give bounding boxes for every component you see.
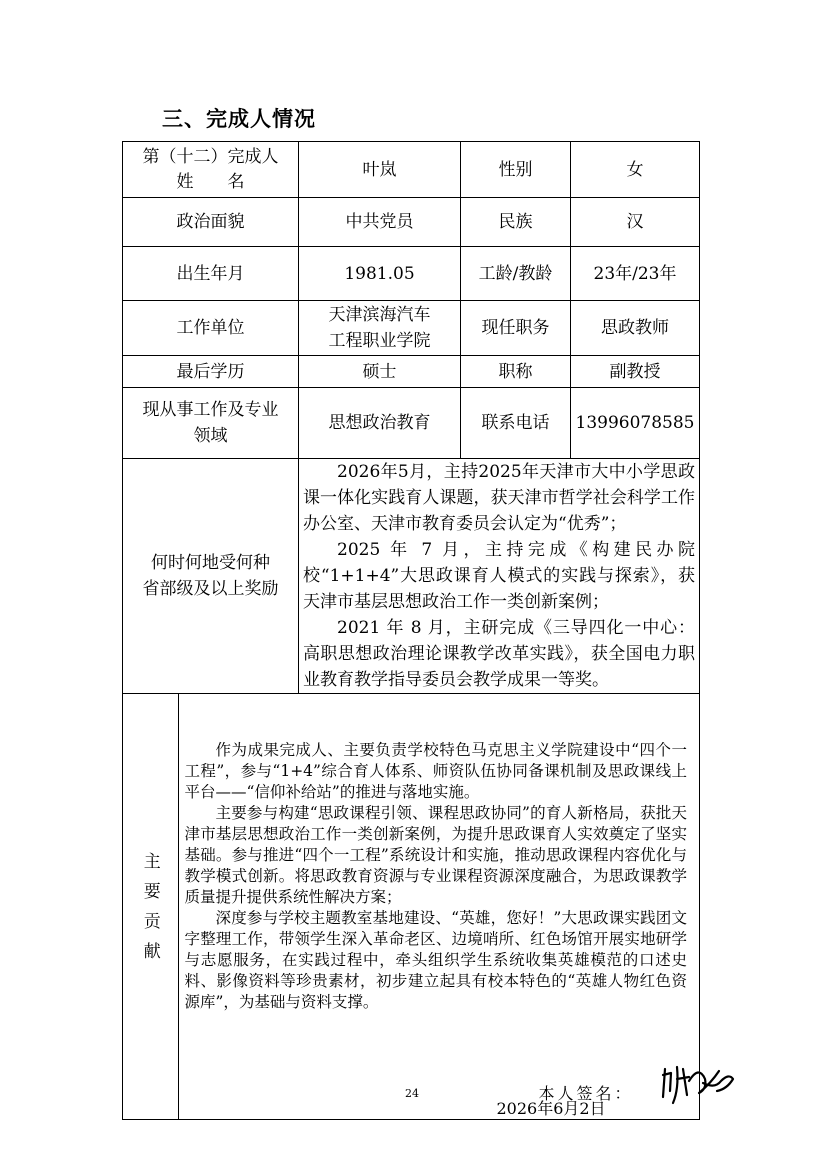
personal-info-table <box>122 141 700 1120</box>
signature-label: 本人签名： <box>538 1084 634 1103</box>
awards-label-line2: 省部级及以上奖励 <box>142 579 279 599</box>
awards-list <box>299 459 700 694</box>
employer-line1: 天津滨海汽车 <box>328 305 431 325</box>
employer-value-cell <box>299 301 461 356</box>
seniority-label: 工龄/教龄 <box>461 247 571 301</box>
seniority-value: 23年/23年 <box>571 247 700 301</box>
title-label: 职称 <box>461 356 571 388</box>
contribution-body <box>178 694 695 1119</box>
contribution-cell <box>123 694 700 1120</box>
award-item: 2026年5月，主持2025年天津市大中小学思政课一体化实践育人课题，获天津市哲学社会科学工作办公室、天津市教育委员会认定为“优秀”； <box>303 462 695 534</box>
award-item: 2021 年 8 月，主研完成《三导四化一中心：高职思想政治理论课教学改革实践》，获全国电力职业教育教学指导委员会教学成果一等奖。 <box>303 618 695 690</box>
signature-date: 2026年6月2日 <box>496 1099 606 1118</box>
name-label-cell <box>123 142 299 198</box>
field-label-cell <box>123 388 299 459</box>
title-value: 副教授 <box>571 356 700 388</box>
ethnicity-value: 汉 <box>571 198 700 247</box>
ethnicity-label: 民族 <box>461 198 571 247</box>
position-value: 思政教师 <box>571 301 700 356</box>
contribution-text <box>185 740 688 1013</box>
political-label: 政治面貌 <box>123 198 299 247</box>
name-label-line2: 姓 名 <box>176 171 245 192</box>
contribution-paragraph: 深度参与学校主题教室基地建设、“英雄，您好！”大思政课实践团文字整理工作，带领学生深入革命老区、边境哨所、红色场馆开展实地研学与志愿服务，在实践过程中，牵头组织学生系统收集英雄模范的口述史料、影像资料等珍贵素材，初步建立起具有校本特色的“英雄人物红色资源库”，为基础与资料支撑。 <box>184 909 687 1011</box>
education-label: 最后学历 <box>123 356 299 388</box>
education-value: 硕士 <box>299 356 461 388</box>
position-label: 现任职务 <box>461 301 571 356</box>
name-value: 叶岚 <box>299 142 461 198</box>
field-label-line2: 领域 <box>193 426 228 446</box>
birth-label: 出生年月 <box>123 247 299 301</box>
employer-label: 工作单位 <box>123 301 299 356</box>
contribution-label-cell <box>127 694 178 1119</box>
phone-value: 13996078585 <box>571 388 700 459</box>
contribution-paragraph: 主要参与构建“思政课程引领、课程思政协同”的育人新格局，获批天津市基层思想政治工作一类创新案例，为提升思政课育人实效奠定了坚实基础。参与推进“四个一工程”系统设计和实施，推动思政课程内容优化与教学模式创新。将思政教育资源与专业课程资源深度融合，为思政课教学质量提升提供系统性解决方案； <box>184 804 687 906</box>
name-label-line1: 第（十二）完成人 <box>142 146 279 167</box>
contribution-paragraph: 作为成果完成人、主要负责学校特色马克思主义学院建设中“四个一工程”，参与“1+4”综合育人体系、师资队伍协同备课机制及思政课线上平台——“信仰补给站”的推进与落地实施。 <box>184 741 687 801</box>
employer-line2: 工程职业学院 <box>328 331 431 351</box>
field-label-line1: 现从事工作及专业 <box>142 400 279 420</box>
section-title: 三、完成人情况 <box>162 107 316 131</box>
gender-value: 女 <box>571 142 700 198</box>
awards-label-cell <box>123 459 299 694</box>
phone-label: 联系电话 <box>461 388 571 459</box>
contribution-label: 主 要 贡 献 <box>143 851 161 962</box>
political-value: 中共党员 <box>299 198 461 247</box>
page-number: 24 <box>405 1087 419 1100</box>
birth-value: 1981.05 <box>299 247 461 301</box>
gender-label: 性别 <box>461 142 571 198</box>
field-value: 思想政治教育 <box>299 388 461 459</box>
awards-label-line1: 何时何地受何种 <box>151 553 270 573</box>
award-item: 2025 年 7 月，主持完成《构建民办院校“1+1+4”大思政课育人模式的实践与探索》，获天津市基层思想政治工作一类创新案例； <box>303 540 695 612</box>
